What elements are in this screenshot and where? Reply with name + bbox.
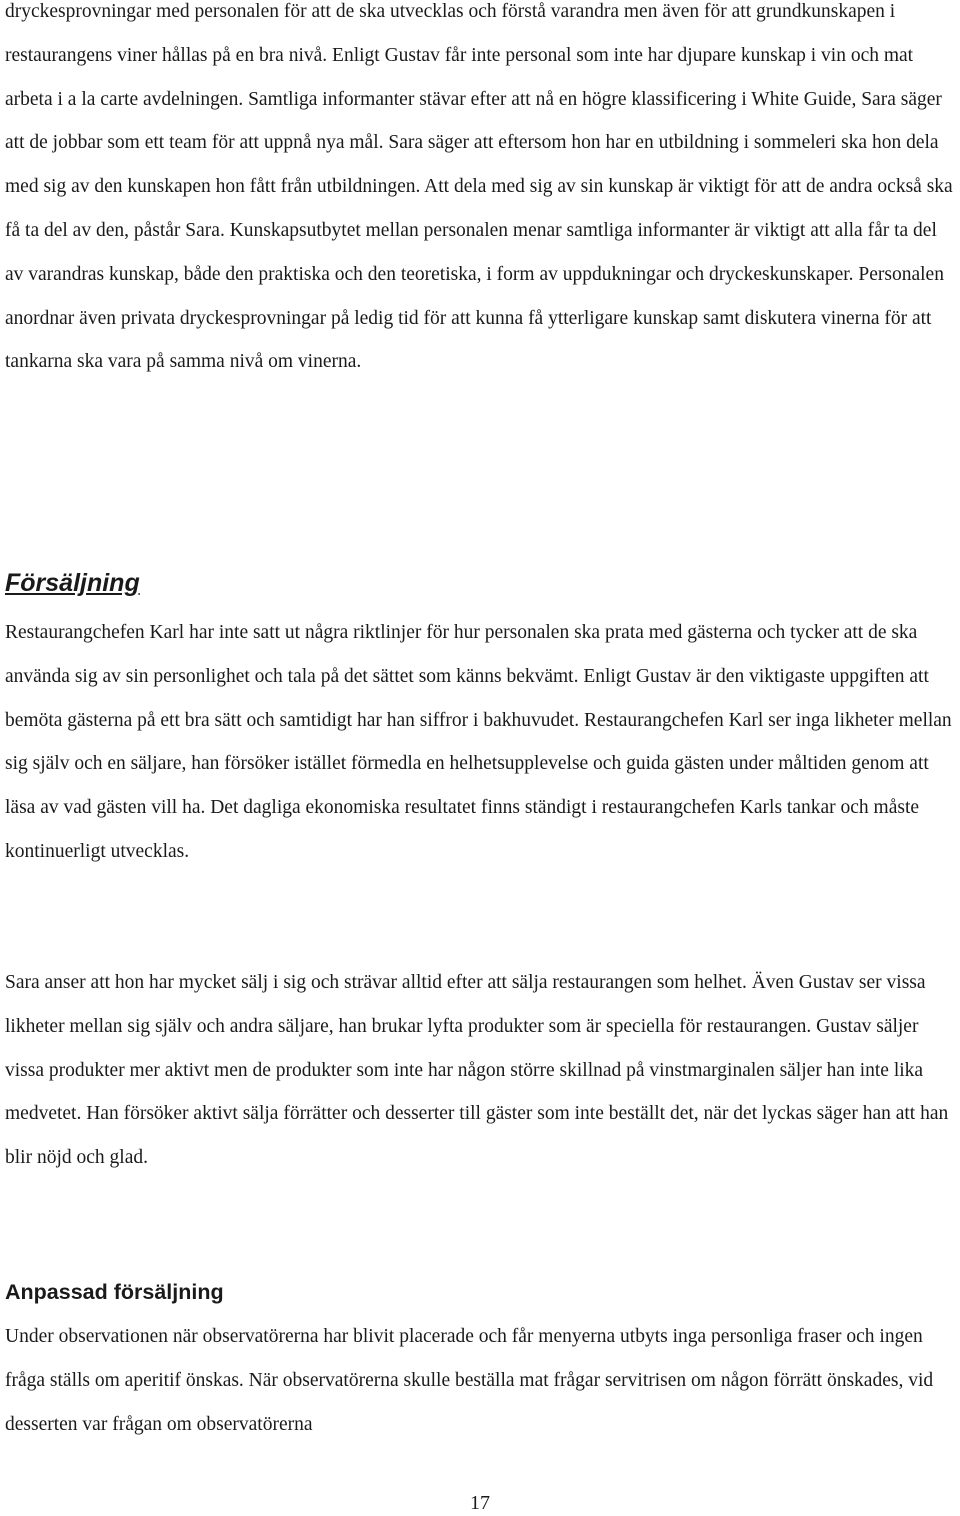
intro-paragraph: dryckesprovningar med personalen för att de ska utvecklas och förstå varandra men även för att grundkunskapen i restaurangens viner hållas på en bra nivå. Enligt Gustav får inte personal som inte har djupare kunskap i vin och mat arbeta i a la carte avdelningen. Samtliga informanter stävar efter att nå en högre klassificering i White Guide, Sara säger att de jobbar som ett team för att uppnå nya mål. Sara säger att eftersom hon har en utbildning i sommeleri ska hon dela med sig av den kunskapen hon fått från utbildningen. Att dela med sig av sin kunskap är viktigt för att de andra också ska få ta del av den, påstår Sara. Kunskapsutbytet mellan personalen menar samtliga informanter är viktigt att alla får ta del av varandras kunskap, både den praktiska och den teoretiska, i form av uppdukningar och dryckeskunskaper. Personalen anordnar även privata dryckesprovningar på ledig tid för att kunna få ytterligare kunskap samt diskutera vinerna för att tankarna ska vara på samma nivå om vinerna. bbox=[5, 1, 953, 373]
sales-paragraph-2: Sara anser att hon har mycket sälj i sig och strävar alltid efter att sälja restaurangen som helhet. Även Gustav ser vissa likheter mellan sig själv och andra säljare, han brukar lyfta produkter som är speciella för restaurangen. Gustav säljer vissa produkter mer aktivt men de produkter som inte har någon större skillnad på vinstmarginalen säljer han inte lika medvetet. Han försöker aktivt sälja förrätter och desserter till gäster som inte beställt det, när det lyckas säger han att han blir nöjd och glad. bbox=[5, 972, 949, 1169]
page-number: 17 bbox=[470, 1492, 490, 1514]
sales-block-1 bbox=[5, 611, 960, 874]
section-heading-forsaljning: Försäljning bbox=[5, 569, 140, 597]
subsection-heading-anpassad-forsaljning: Anpassad försäljning bbox=[5, 1280, 224, 1304]
sales-block-2 bbox=[5, 961, 960, 1180]
adapted-sales-block bbox=[5, 1315, 960, 1446]
sales-paragraph-1: Restaurangchefen Karl har inte satt ut några riktlinjer för hur personalen ska prata med gästerna och tycker att de ska använda sig av sin personlighet och tala på det sättet som känns bekvämt. Enligt Gustav är den viktigaste uppgiften att bemöta gästerna på ett bra sätt och samtidigt har han siffror i bakhuvudet. Restaurangchefen Karl ser inga likheter mellan sig själv och en säljare, han försöker istället förmedla en helhetsupplevelse och guida gästen under måltiden genom att läsa av vad gästen vill ha. Det dagliga ekonomiska resultatet finns ständigt i restaurangchefen Karls tankar och måste kontinuerligt utvecklas. bbox=[5, 622, 952, 862]
adapted-sales-paragraph: Under observationen när observatörerna har blivit placerade och får menyerna utbyts inga personliga fraser och ingen fråga ställs om aperitif önskas. När observatörerna skulle beställa mat frågar servitrisen om någon förrätt önskades, vid desserten var frågan om observatörerna bbox=[5, 1326, 934, 1435]
intro-block bbox=[5, 0, 960, 384]
